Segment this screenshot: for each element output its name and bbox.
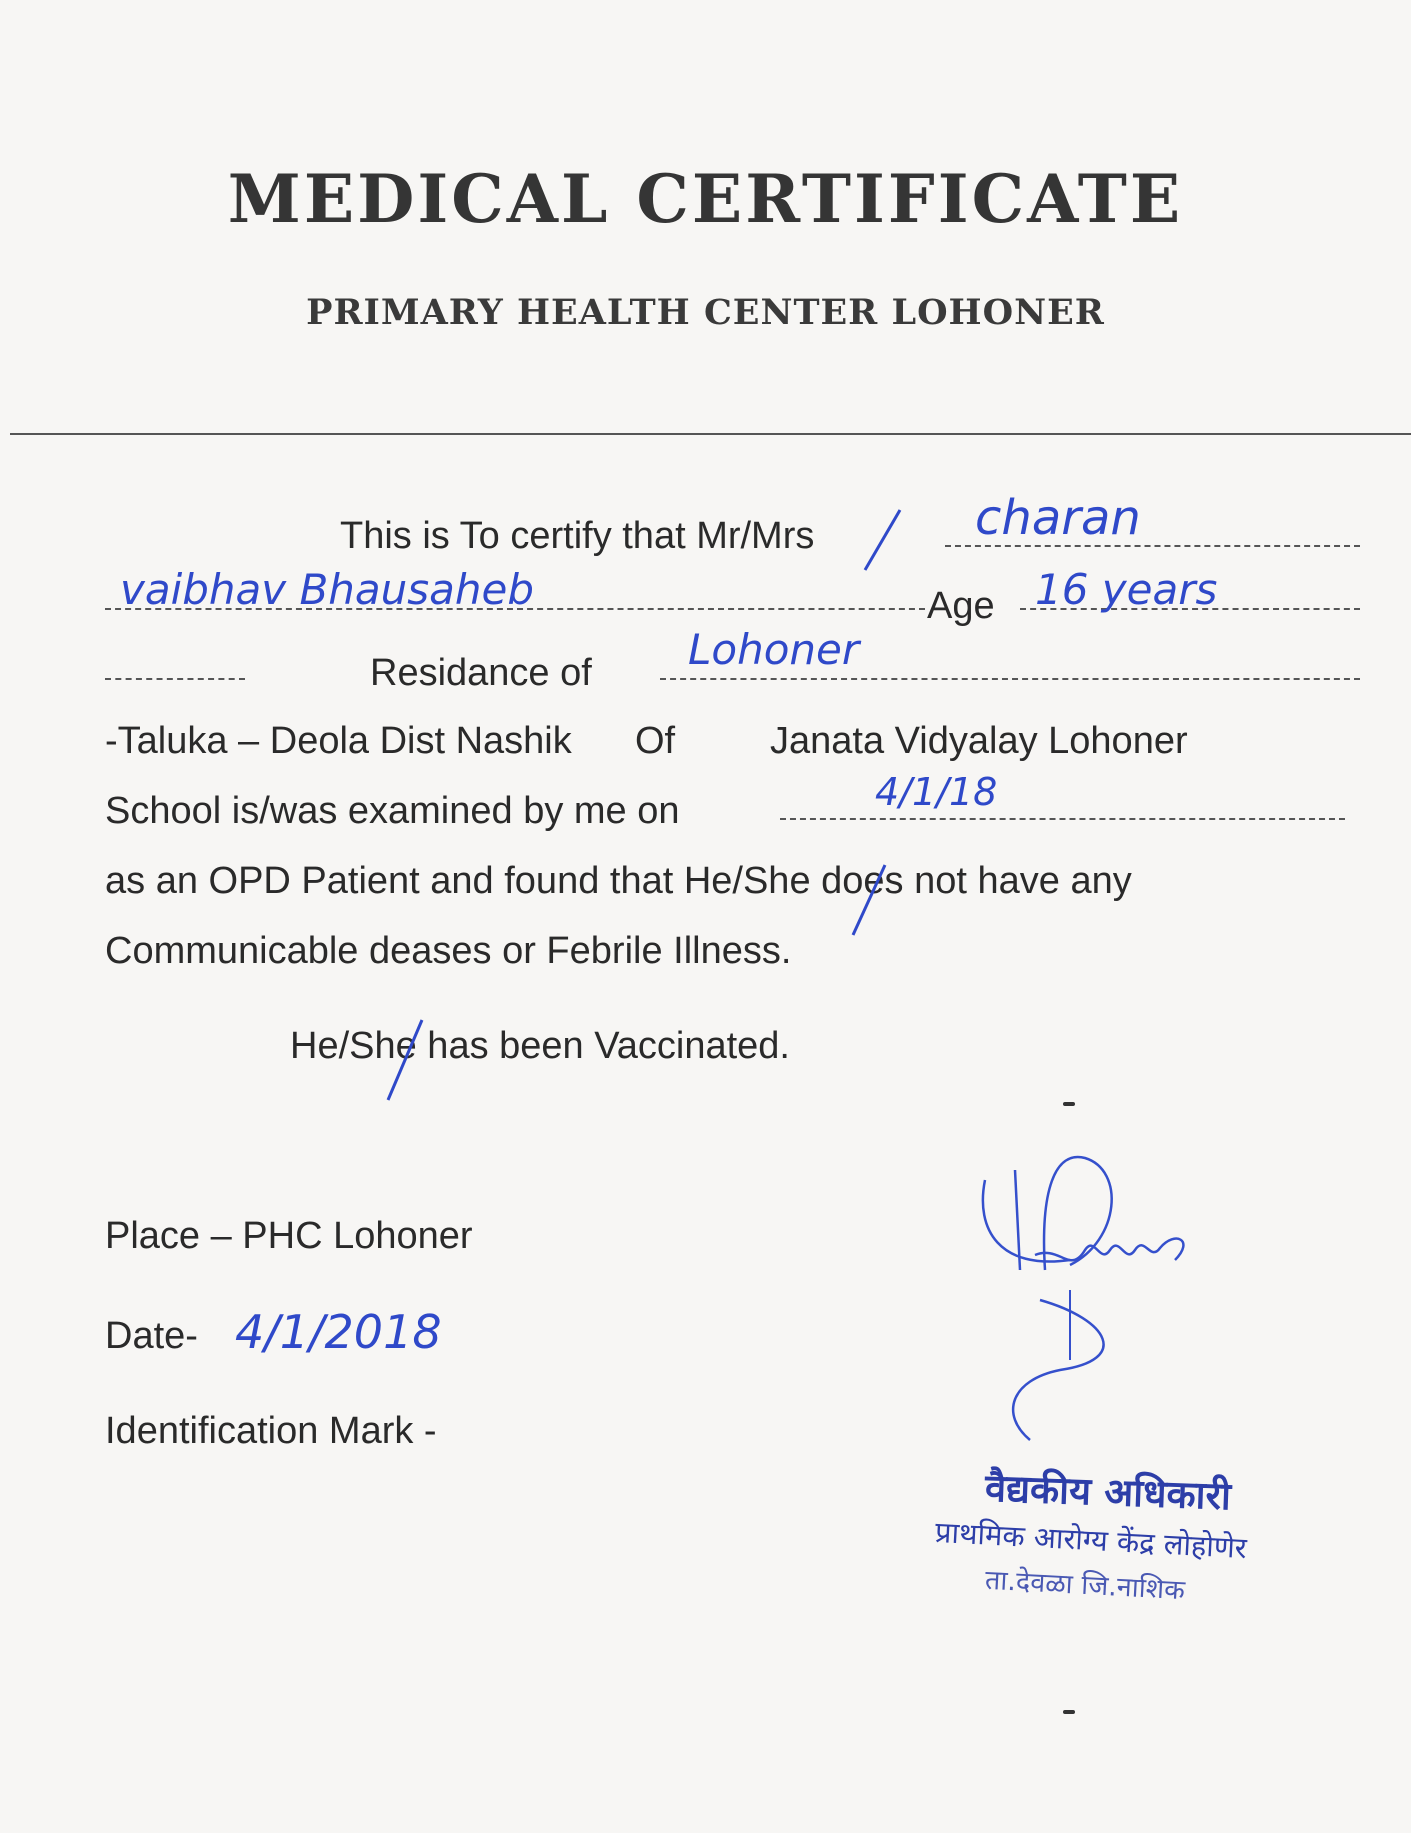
certify-text: This is To certify that Mr/Mrs bbox=[340, 515, 815, 557]
opd-text: as an OPD Patient and found that He/She does not have any bbox=[105, 860, 1132, 902]
residence-line-start bbox=[105, 678, 245, 680]
residence-label: Residance of bbox=[370, 652, 592, 694]
age-label: Age bbox=[927, 585, 995, 627]
doctor-signature bbox=[960, 1150, 1230, 1450]
vaccinated-text: He/She has been Vaccinated. bbox=[290, 1025, 790, 1067]
school-name: Janata Vidyalay Lohoner bbox=[770, 720, 1188, 762]
stamp-line-3: ता.देवळा जि.नाशिक bbox=[984, 1564, 1186, 1607]
handwritten-residence: Lohoner bbox=[688, 625, 860, 674]
stamp-line-2: प्राथमिक आरोग्य केंद्र लोहोणेर bbox=[934, 1514, 1248, 1566]
residence-line bbox=[660, 678, 1360, 680]
scan-mark-top bbox=[1063, 1102, 1075, 1106]
strike-mark-mrs bbox=[855, 505, 915, 575]
handwritten-name: vaibhav Bhausaheb bbox=[120, 565, 535, 614]
communicable-text: Communicable deases or Febrile Illness. bbox=[105, 930, 792, 972]
date-label: Date- bbox=[105, 1315, 198, 1357]
handwritten-age: 16 years bbox=[1035, 565, 1218, 614]
of-label: Of bbox=[635, 720, 676, 762]
certificate-subtitle: PRIMARY HEALTH CENTER LOHONER bbox=[306, 292, 1105, 333]
handwritten-date: 4/1/2018 bbox=[235, 1305, 442, 1359]
handwritten-surname: charan bbox=[975, 490, 1141, 546]
place-text: Place – PHC Lohoner bbox=[105, 1215, 473, 1257]
strike-mark-she-1 bbox=[845, 860, 895, 940]
stamp-title: वैद्यकीय अधिकारी bbox=[984, 1465, 1232, 1519]
identification-text: Identification Mark - bbox=[105, 1410, 437, 1452]
taluka-text: -Taluka – Deola Dist Nashik bbox=[105, 720, 572, 762]
certificate-title: MEDICAL CERTIFICATE bbox=[227, 160, 1184, 238]
handwritten-exam-date: 4/1/18 bbox=[875, 770, 998, 814]
header-divider bbox=[10, 433, 1411, 435]
strike-mark-she-2 bbox=[380, 1015, 430, 1105]
scan-mark-bottom bbox=[1063, 1710, 1075, 1714]
examined-text: School is/was examined by me on bbox=[105, 790, 680, 832]
exam-date-line bbox=[780, 818, 1345, 820]
